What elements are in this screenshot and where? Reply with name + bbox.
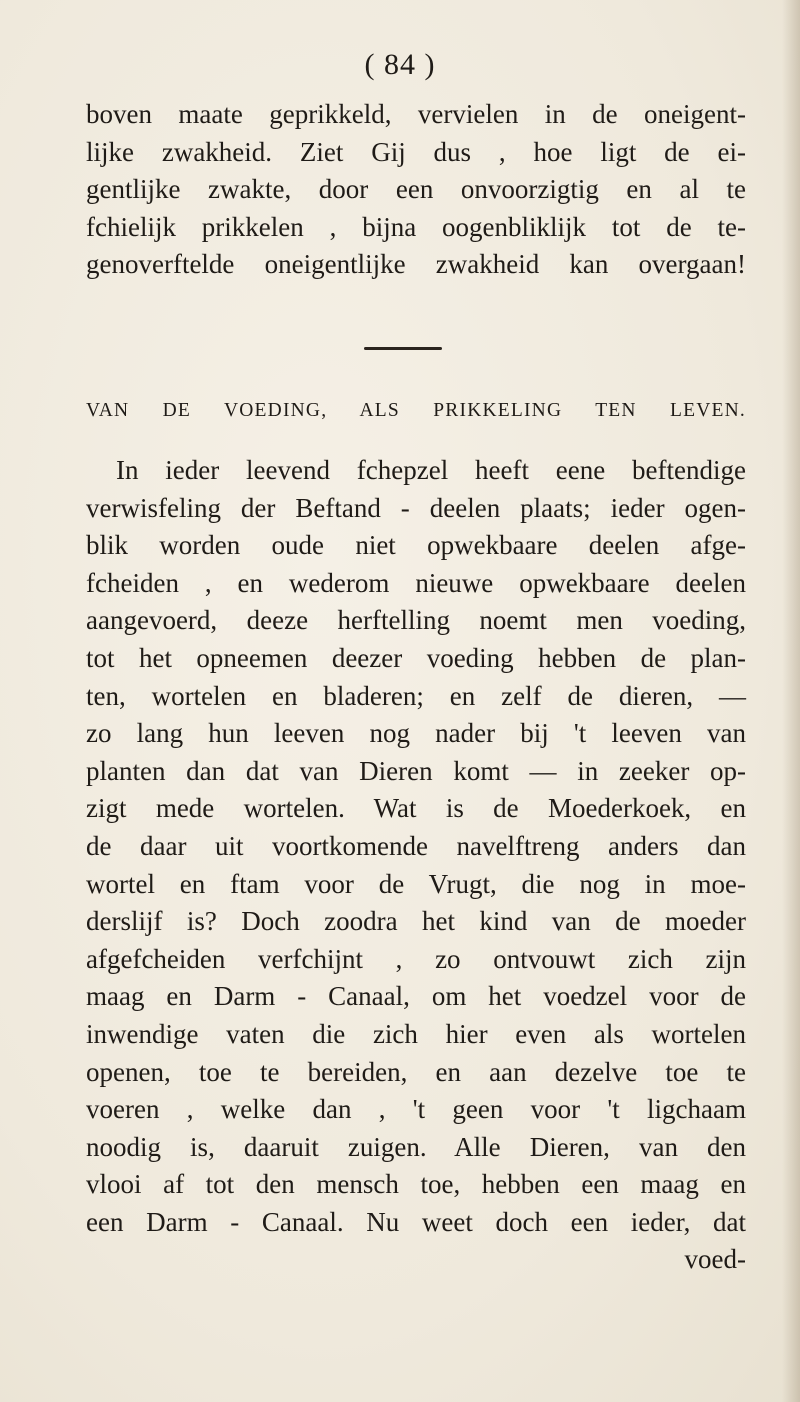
text-line: inwendige vaten die zich hier even als wortelen	[86, 1018, 746, 1049]
text-line: gentlijke zwakte, door een onvoorzigtig en al te	[86, 174, 746, 205]
text-line: planten dan dat van Dieren komt — in zeeker op-	[86, 755, 746, 786]
text-line: voeren , welke dan , 't geen voor 't ligchaam	[86, 1094, 746, 1125]
text-line: de daar uit voortkomende navelftreng anders dan	[86, 830, 746, 861]
text-line: noodig is, daaruit zuigen. Alle Dieren, van den	[86, 1131, 746, 1162]
text-line: openen, toe te bereiden, en aan dezelve toe te	[86, 1056, 746, 1087]
text-line: een Darm - Canaal. Nu weet doch een ieder, dat	[86, 1206, 746, 1237]
page-edge-shadow	[782, 0, 800, 1402]
text-line: boven maate geprikkeld, vervielen in de oneigent-	[86, 99, 746, 129]
text-line: zigt mede wortelen. Wat is de Moederkoek, en	[86, 793, 746, 824]
catchword: voed-	[684, 1244, 746, 1275]
text-line: genoverfteld​e oneigentlijke zwakheid kan overgaan!	[86, 249, 746, 280]
text-line: tot het opneemen deezer voeding hebben de plan-	[86, 642, 746, 673]
text-line: zo lang hun leeven nog nader bij 't leeven van	[86, 718, 746, 749]
paragraph-top	[86, 96, 746, 284]
text-line: aangevoerd, deeze herftelling noemt men voeding,	[86, 605, 746, 636]
text-line: maag en Darm - Canaal, om het voedzel voor de	[86, 981, 746, 1012]
text-line: blik worden oude niet opwekbaare deelen afge-	[86, 530, 746, 561]
text-line: derslijf is? Doch zoodra het kind van de moeder	[86, 906, 746, 937]
text-line: lijke zwakheid. Ziet Gij dus , hoe ligt de ei-	[86, 136, 746, 167]
text-line: ten, wortelen en bladeren; en zelf de dieren, —	[86, 680, 746, 711]
page-number: ( 84 )	[364, 48, 436, 81]
text-line: In ieder leevend fchepzel heeft eene beftendige	[116, 455, 746, 485]
text-line: vlooi af tot den mensch toe, hebben een maag en	[86, 1169, 746, 1200]
paragraph-main	[86, 452, 746, 1279]
section-divider	[364, 347, 442, 350]
section-heading: VAN DE VOEDING, ALS PRIKKELING TEN LEVEN.	[86, 400, 746, 421]
text-line: verwisfeling der Beftand - deelen plaats; ieder ogen-	[86, 492, 746, 523]
text-line: fchielijk prikkelen , bijna oogenbliklijk tot de te-	[86, 211, 746, 242]
text-line: wortel en ftam voor de Vrugt, die nog in moe-	[86, 868, 746, 899]
text-line: fcheiden , en wederom nieuwe opwekbaare deelen	[86, 567, 746, 598]
text-line: afgefcheiden verfchijnt , zo ontvouwt zich zijn	[86, 943, 746, 974]
